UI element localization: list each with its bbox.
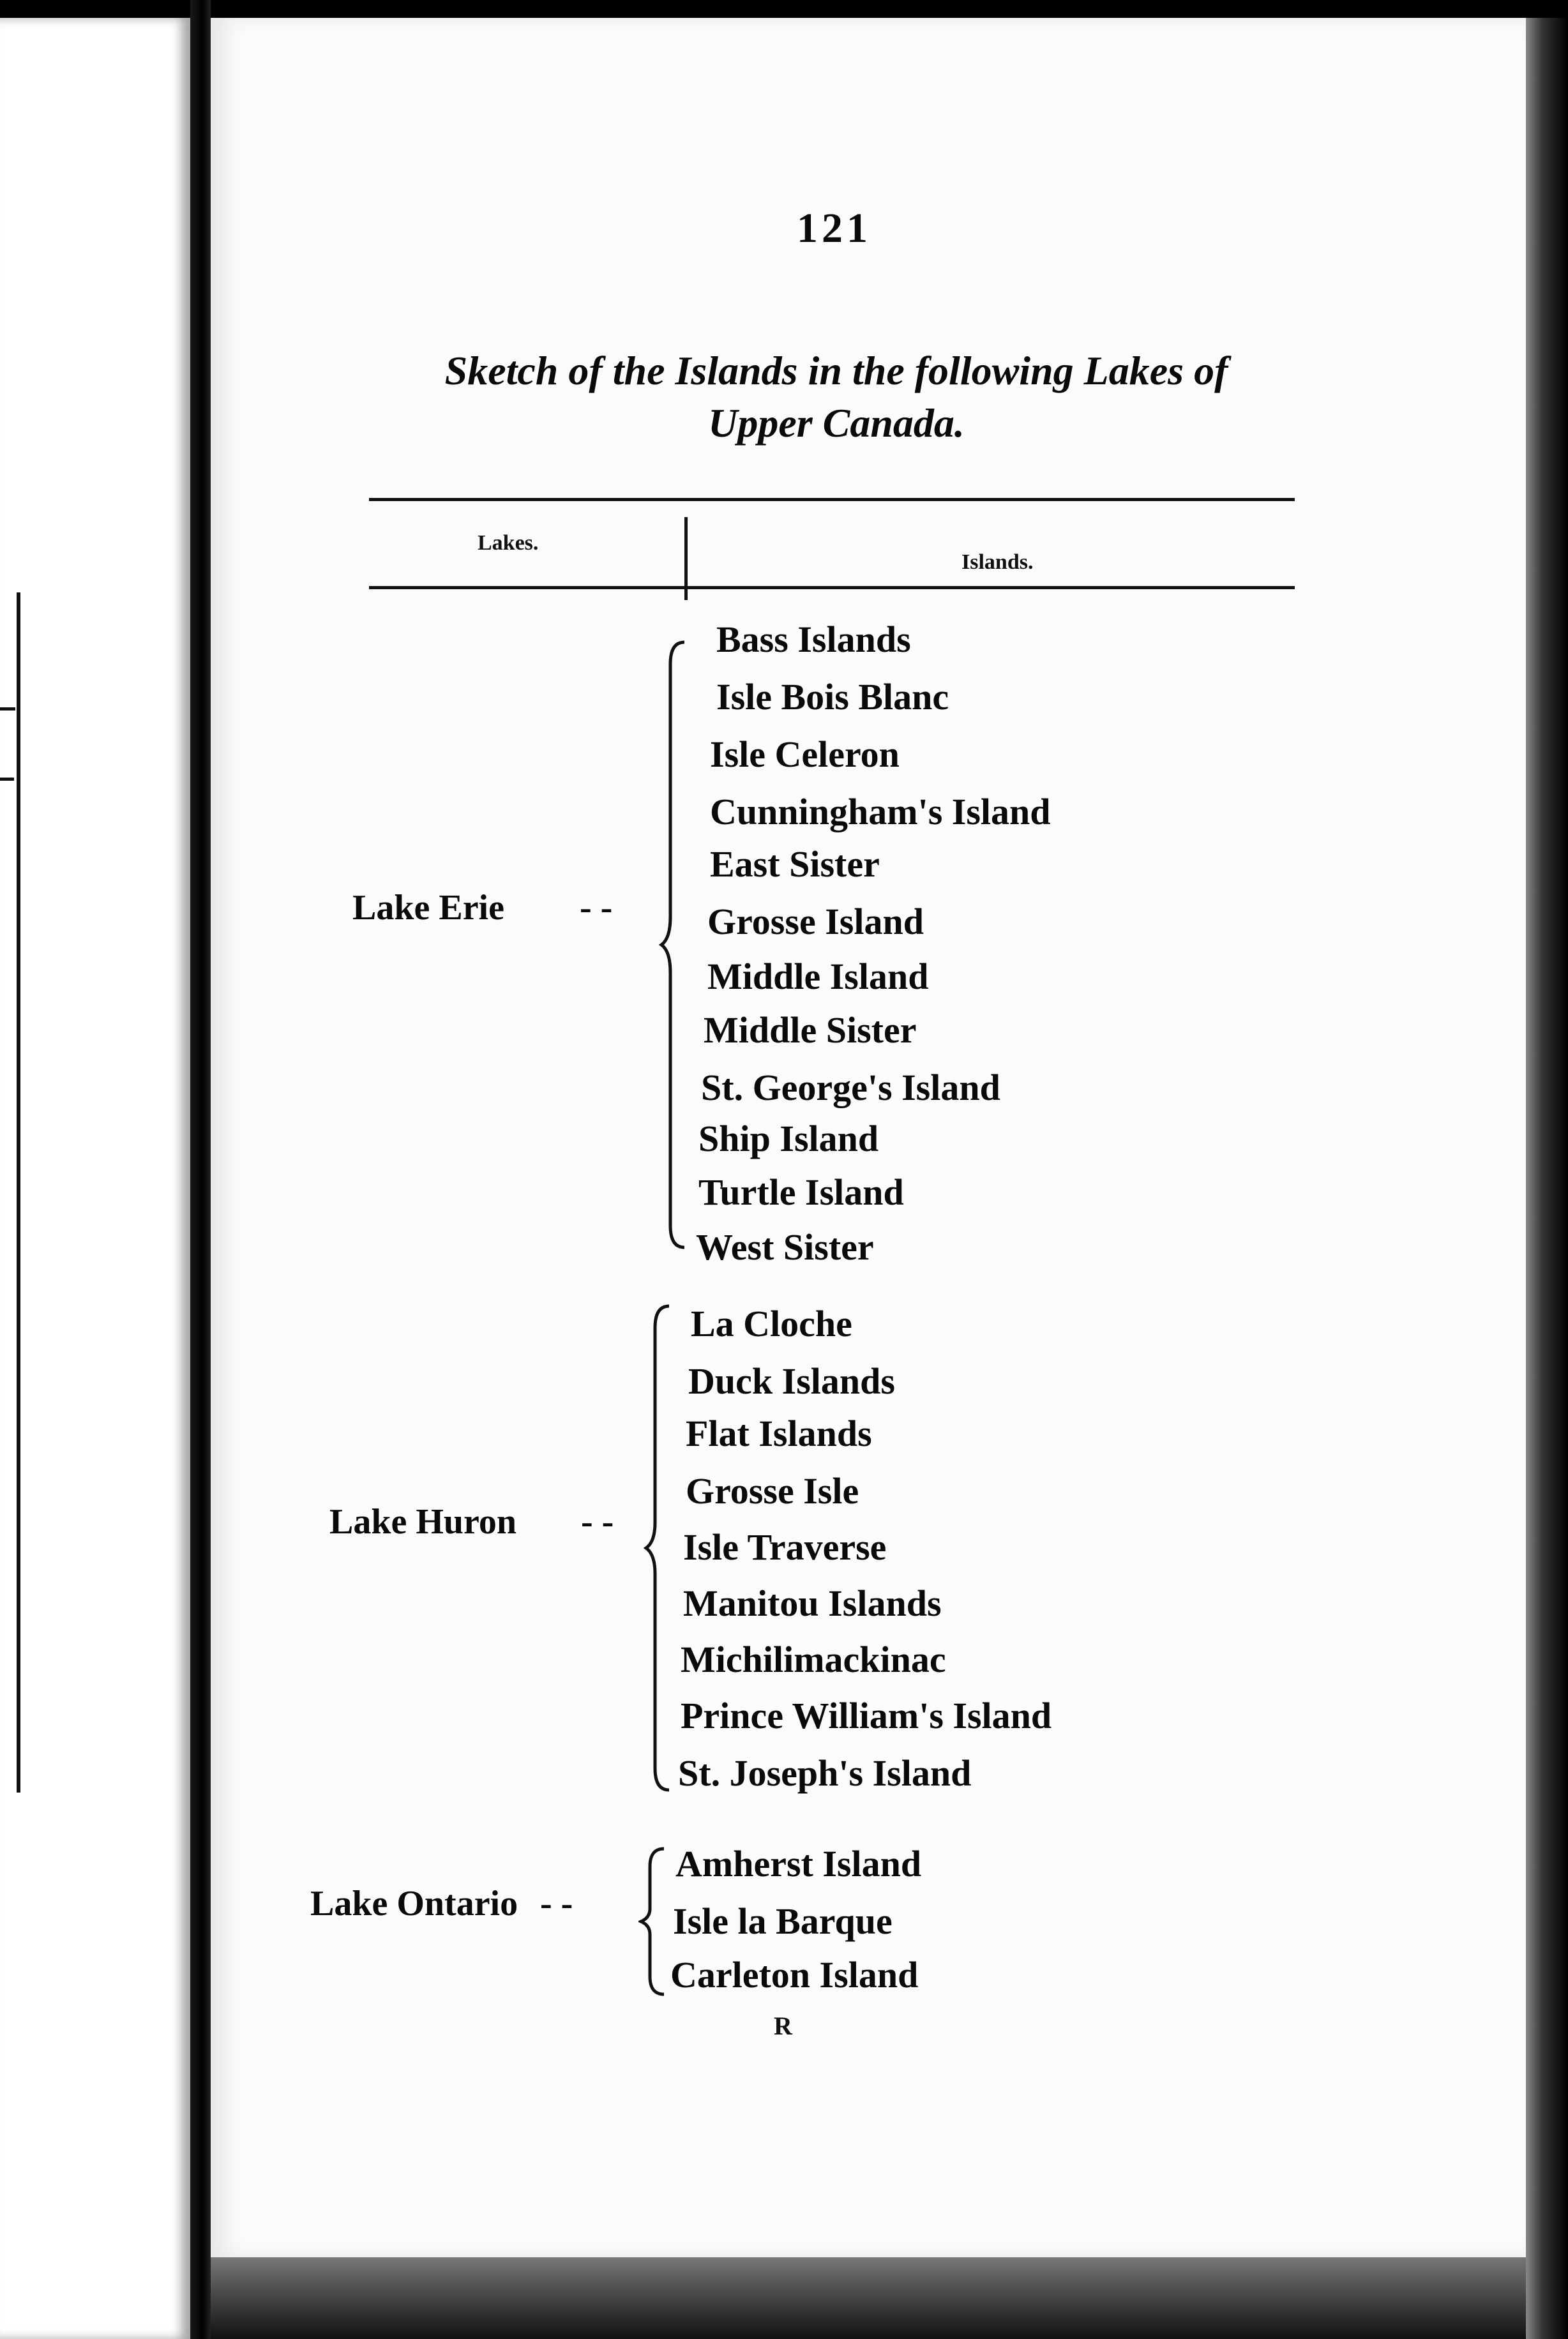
island-item: Middle Sister	[704, 1009, 917, 1051]
header-bottom-rule	[369, 586, 1295, 589]
page-bottom-edge	[211, 2257, 1526, 2339]
page-title	[370, 345, 1302, 449]
title-line-1: Sketch of the Islands in the following Lakes of	[444, 348, 1228, 393]
island-item: St. Joseph's Island	[678, 1752, 972, 1794]
lake-name: Lake Huron	[329, 1502, 517, 1542]
facing-page-tick	[0, 707, 15, 711]
island-item: West Sister	[696, 1226, 874, 1268]
island-item: Isle la Barque	[673, 1900, 893, 1942]
leader-dash: - -	[580, 888, 613, 928]
island-item: Ship Island	[698, 1118, 879, 1159]
island-item: Michilimackinac	[681, 1639, 946, 1680]
lake-name: Lake Ontario	[310, 1884, 518, 1923]
facing-page	[0, 18, 190, 2339]
column-header-lakes: Lakes.	[478, 531, 539, 555]
brace-icon	[638, 1845, 668, 1998]
island-item: Isle Traverse	[683, 1526, 887, 1568]
brace-icon	[644, 1302, 673, 1794]
island-item: Isle Bois Blanc	[716, 676, 949, 718]
island-item: Amherst Island	[675, 1843, 922, 1884]
header-top-rule	[369, 498, 1295, 501]
island-item: Flat Islands	[686, 1413, 872, 1454]
signature-mark: R	[774, 2012, 792, 2040]
brace-icon	[659, 638, 688, 1251]
column-header-islands: Islands.	[961, 550, 1034, 574]
leader-dash: - -	[540, 1884, 573, 1923]
island-item: Carleton Island	[670, 1954, 919, 1996]
island-item: St. George's Island	[701, 1067, 1000, 1108]
island-item: Middle Island	[707, 956, 929, 997]
island-item: Turtle Island	[698, 1171, 904, 1213]
island-item: Prince William's Island	[681, 1695, 1052, 1736]
island-item: Isle Celeron	[710, 733, 900, 775]
island-item: East Sister	[710, 843, 880, 885]
island-item: Manitou Islands	[683, 1583, 942, 1624]
island-item: Grosse Island	[707, 901, 924, 942]
island-item: Grosse Isle	[686, 1470, 859, 1512]
leader-dash: - -	[581, 1502, 614, 1542]
lake-name: Lake Erie	[352, 888, 504, 928]
title-line-2: Upper Canada.	[708, 400, 965, 446]
island-item: Duck Islands	[688, 1360, 895, 1402]
page-number: 121	[797, 205, 871, 252]
page-edge	[1526, 18, 1568, 2339]
island-item: Bass Islands	[716, 619, 911, 660]
book-gutter	[190, 0, 211, 2339]
facing-page-tick	[0, 778, 14, 781]
island-item: La Cloche	[691, 1303, 852, 1344]
island-item: Cunningham's Island	[710, 791, 1051, 832]
facing-page-rule	[17, 592, 20, 1793]
